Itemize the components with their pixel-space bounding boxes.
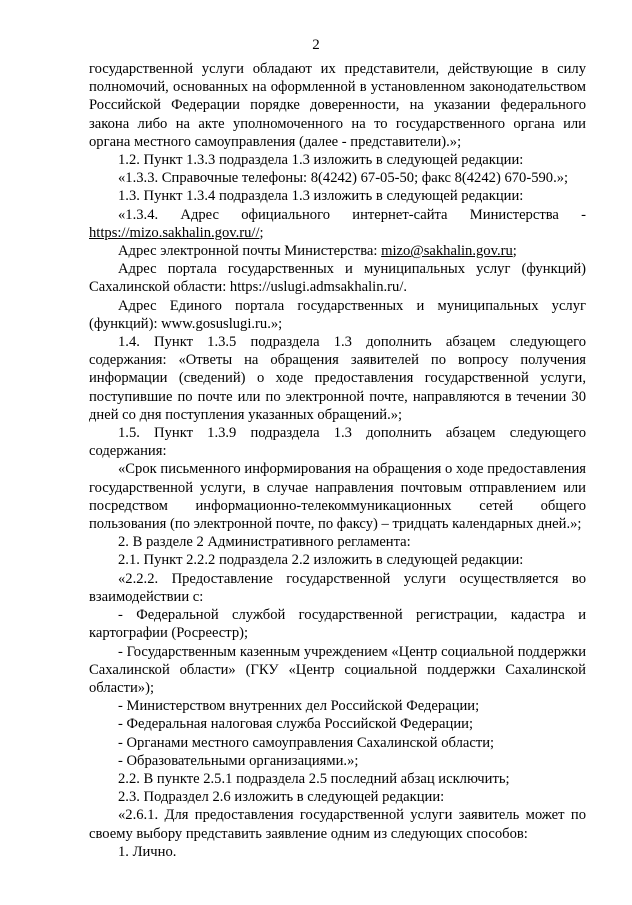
paragraph-text: 1.4. Пункт 1.3.5 подраздела 1.3 дополнить абзацем следующего содержания: «Ответы на обращения заявителей по вопросу получения информации (сведений) о ходе предоставления государственной услуги, поступившие по почте или по электронной почте, направляются в течении 30 дней со дня поступления указанных обращений.»; <box>89 334 586 423</box>
paragraph-text: 1.5. Пункт 1.3.9 подраздела 1.3 дополнить абзацем следующего содержания: <box>89 425 586 460</box>
paragraph-text: 2.3. Подраздел 2.6 изложить в следующей редакции: <box>118 789 445 806</box>
paragraph-text: «1.3.4. Адрес официального интернет-сайта Министерства - <box>118 206 586 223</box>
paragraph <box>89 60 586 151</box>
paragraph-text: - Федеральной службой государственной регистрации, кадастра и картографии (Росреестр); <box>89 607 586 642</box>
paragraph <box>89 151 586 169</box>
paragraph <box>89 697 586 715</box>
document-body <box>89 60 586 861</box>
paragraph <box>89 206 586 242</box>
paragraph <box>89 424 586 460</box>
paragraph-text: 2.2. В пункте 2.5.1 подраздела 2.5 последний абзац исключить; <box>118 770 510 787</box>
paragraph-text: «2.6.1. Для предоставления государственной услуги заявитель может по своему выбору представить заявление одним из следующих способов: <box>89 807 586 842</box>
paragraph-text: ; <box>512 243 517 260</box>
paragraph <box>89 806 586 842</box>
paragraph <box>89 788 586 806</box>
hyperlink[interactable]: https://mizo.sakhalin.gov.ru// <box>89 224 260 241</box>
paragraph-text: Адрес Единого портала государственных и муниципальных услуг (функций): www.gosuslugi.ru.»; <box>89 297 586 332</box>
paragraph-text: ; <box>259 224 264 241</box>
paragraph-text: - Государственным казенным учреждением «Центр социальной поддержки Сахалинской области» (ГКУ «Центр социальной поддержки Сахалинской области»); <box>89 643 586 696</box>
paragraph <box>89 169 586 187</box>
paragraph <box>89 770 586 788</box>
paragraph-text: - Министерством внутренних дел Российской Федерации; <box>118 698 480 715</box>
paragraph <box>89 460 586 533</box>
paragraph-text: «1.3.3. Справочные телефоны: 8(4242) 67-05-50; факс 8(4242) 670-590.»; <box>118 170 569 187</box>
paragraph <box>89 715 586 733</box>
paragraph-text: 2. В разделе 2 Административного регламента: <box>118 534 411 551</box>
paragraph-text: государственной услуги обладают их представители, действующие в силу полномочий, основанных на оформленной в установленном законодательством Российской Федерации порядке доверенности, на указании федерального закона либо на акте уполномоченного на то государственного органа или органа местного самоуправления (далее - представители).»; <box>89 61 586 150</box>
paragraph-text: 2.1. Пункт 2.2.2 подраздела 2.2 изложить в следующей редакции: <box>118 552 524 569</box>
paragraph-text: - Федеральная налоговая служба Российской Федерации; <box>118 716 474 733</box>
paragraph <box>89 570 586 606</box>
paragraph <box>89 260 586 296</box>
paragraph-text: - Органами местного самоуправления Сахалинской области; <box>118 734 495 751</box>
paragraph-text: 1. Лично. <box>118 843 177 860</box>
page-number: 2 <box>312 37 320 53</box>
paragraph-text: 1.2. Пункт 1.3.3 подраздела 1.3 изложить в следующей редакции: <box>118 152 524 169</box>
paragraph-text: 1.3. Пункт 1.3.4 подраздела 1.3 изложить в следующей редакции: <box>118 188 524 205</box>
paragraph <box>89 333 586 424</box>
paragraph <box>89 606 586 642</box>
paragraph <box>89 187 586 205</box>
paragraph <box>89 242 586 260</box>
paragraph <box>89 643 586 698</box>
paragraph <box>89 551 586 569</box>
paragraph-text: «2.2.2. Предоставление государственной услуги осуществляется во взаимодействии с: <box>89 570 586 605</box>
paragraph <box>89 734 586 752</box>
paragraph <box>89 752 586 770</box>
paragraph <box>89 533 586 551</box>
paragraph <box>89 843 586 861</box>
paragraph <box>89 297 586 333</box>
hyperlink[interactable]: mizo@sakhalin.gov.ru <box>381 243 513 260</box>
paragraph-text: «Срок письменного информирования на обращения о ходе предоставления государственной услуги, в случае направления почтовым отправлением или посредством информационно-телекоммуникационных сетей общего пользования (по электронной почте, по факсу) – тридцать календарных дней.»; <box>89 461 586 533</box>
paragraph-text: Адрес портала государственных и муниципальных услуг (функций) Сахалинской области: https://uslugi.admsakhalin.ru/. <box>89 261 586 296</box>
paragraph-text: Адрес электронной почты Министерства: <box>118 243 382 260</box>
paragraph-text: - Образовательными организациями.»; <box>118 752 359 769</box>
